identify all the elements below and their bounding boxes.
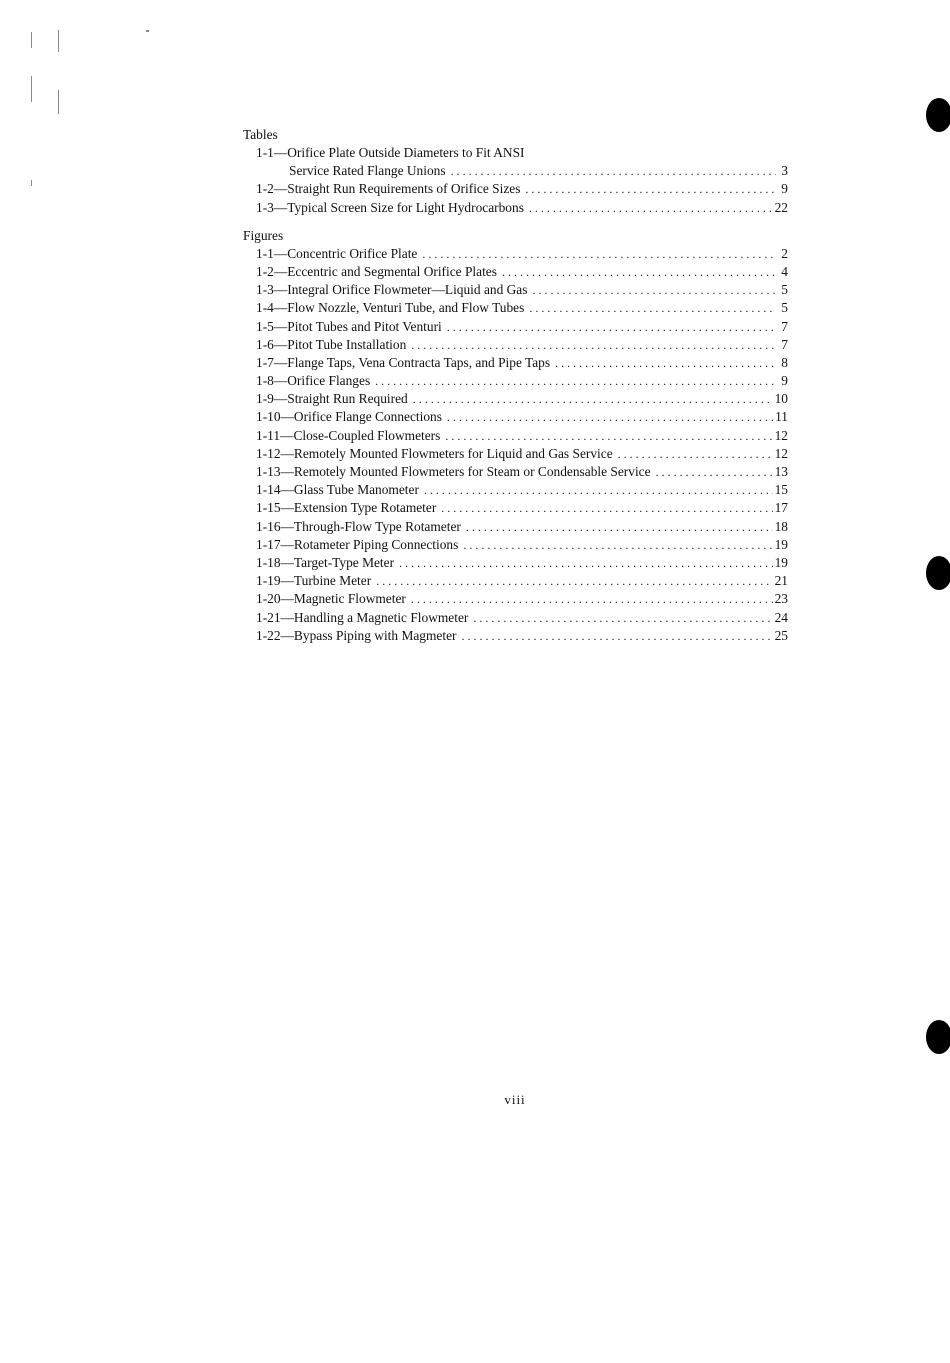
dot-leader xyxy=(441,499,772,517)
toc-entry-table-1-2 xyxy=(256,180,788,198)
toc-entry-figure xyxy=(256,572,788,590)
toc-entry-figure xyxy=(256,354,788,372)
dot-leader xyxy=(529,199,773,217)
toc-page-number: 25 xyxy=(774,627,788,643)
toc-entry-table-1-1 xyxy=(289,162,788,180)
dot-leader xyxy=(532,281,776,299)
dot-leader xyxy=(447,318,776,336)
toc-entry-figure xyxy=(256,263,788,281)
toc-entry-figure xyxy=(256,445,788,463)
toc-page-number: 7 xyxy=(781,336,788,352)
dot-leader xyxy=(413,390,773,408)
toc-entry-figure xyxy=(256,518,788,536)
toc-entry-label: 1-4—Flow Nozzle, Venturi Tube, and Flow Tubes xyxy=(256,300,525,316)
toc-entry-label: 1-18—Target-Type Meter xyxy=(256,554,395,570)
toc-entry-label: 1-3—Integral Orifice Flowmeter—Liquid and Gas xyxy=(256,282,528,298)
toc-entry-figure xyxy=(256,609,788,627)
toc-entry-label: 1-12—Remotely Mounted Flowmeters for Liquid and Gas Service xyxy=(256,445,613,461)
toc-entry-label: 1-21—Handling a Magnetic Flowmeter xyxy=(256,609,469,625)
toc-entry-label: 1-9—Straight Run Required xyxy=(256,391,408,407)
toc-entry-label: 1-15—Extension Type Rotameter xyxy=(256,500,437,516)
toc-entry-label: 1-7—Flange Taps, Vena Contracta Taps, and Pipe Taps xyxy=(256,354,551,370)
figures-list xyxy=(243,245,788,645)
toc-page-number: 9 xyxy=(781,181,788,197)
toc-entry-table-1-3 xyxy=(256,199,788,217)
toc-page-number: 11 xyxy=(775,409,788,425)
toc-entry-table-1-1-line1: 1-1—Orifice Plate Outside Diameters to Fit ANSI xyxy=(256,145,525,160)
toc-entry-label: 1-13—Remotely Mounted Flowmeters for Steam or Condensable Service xyxy=(256,464,651,479)
toc-entry-label: 1-2—Straight Run Requirements of Orifice Sizes xyxy=(256,181,521,197)
dot-leader xyxy=(529,299,776,317)
toc-entry-label: 1-14—Glass Tube Manometer xyxy=(256,482,419,498)
dot-leader xyxy=(422,245,776,263)
toc-entry-figure xyxy=(256,336,788,354)
toc-page-number: 7 xyxy=(781,318,788,334)
toc-entry-label: 1-20—Magnetic Flowmeter xyxy=(256,591,406,607)
dot-leader xyxy=(445,427,772,445)
toc-entry-figure xyxy=(256,390,788,408)
toc-page-number: 10 xyxy=(774,391,788,407)
toc-page-number: 12 xyxy=(774,427,788,443)
toc-entry-label: 1-11—Close-Coupled Flowmeters xyxy=(256,427,441,443)
toc-page-number: 18 xyxy=(774,518,788,534)
scan-mark xyxy=(146,30,149,32)
punch-hole-middle xyxy=(926,556,950,590)
toc-entry-figure xyxy=(256,627,788,645)
dot-leader xyxy=(411,590,773,608)
toc-entry-figure xyxy=(256,299,788,317)
toc-entry-label: 1-6—Pitot Tube Installation xyxy=(256,336,407,352)
toc-page-number: 22 xyxy=(774,199,788,215)
toc-page-number: 15 xyxy=(774,482,788,498)
dot-leader xyxy=(375,372,776,390)
scan-mark xyxy=(31,76,32,102)
toc-page-number: 17 xyxy=(774,500,788,516)
toc-entry-label: Service Rated Flange Unions xyxy=(289,163,446,179)
toc-page-number: 19 xyxy=(774,554,788,570)
toc-entry-figure xyxy=(256,408,788,426)
toc-entry-label: 1-8—Orifice Flanges xyxy=(256,373,371,389)
dot-leader xyxy=(399,554,773,572)
dot-leader xyxy=(376,572,772,590)
dot-leader xyxy=(461,627,772,645)
toc-page-number: 24 xyxy=(774,609,788,625)
toc-entry-figure xyxy=(256,427,788,445)
toc-entry-label: 1-17—Rotameter Piping Connections xyxy=(256,536,459,552)
toc-page-number: 21 xyxy=(774,573,788,589)
tables-heading: Tables xyxy=(243,127,278,142)
dot-leader xyxy=(447,408,773,426)
toc-entry-figure xyxy=(256,463,788,481)
dot-leader xyxy=(525,180,776,198)
toc-entry-figure xyxy=(256,536,788,554)
table-of-contents xyxy=(243,126,788,645)
dot-leader xyxy=(451,162,776,180)
toc-page-number: 5 xyxy=(781,300,788,316)
toc-entry-figure xyxy=(256,372,788,390)
toc-page-number: 4 xyxy=(781,263,788,279)
figures-heading: Figures xyxy=(243,227,284,243)
scan-mark xyxy=(58,90,59,114)
toc-entry-label: 1-22—Bypass Piping with Magmeter xyxy=(256,627,457,643)
toc-entry-figure xyxy=(256,481,788,499)
toc-page-number: 19 xyxy=(774,536,788,552)
toc-entry-label: 1-5—Pitot Tubes and Pitot Venturi xyxy=(256,318,442,334)
page-number-folio: viii xyxy=(504,1092,526,1107)
toc-entry-figure xyxy=(256,318,788,336)
dot-leader xyxy=(473,609,772,627)
toc-entry-label: 1-10—Orifice Flange Connections xyxy=(256,409,442,425)
dot-leader xyxy=(656,463,773,481)
toc-entry-label: 1-3—Typical Screen Size for Light Hydrocarbons xyxy=(256,199,524,215)
toc-entry-label: 1-1—Concentric Orifice Plate xyxy=(256,245,418,261)
toc-page-number: 3 xyxy=(781,163,788,179)
scan-mark xyxy=(31,180,32,186)
dot-leader xyxy=(424,481,773,499)
scan-mark xyxy=(31,32,32,48)
punch-hole-top xyxy=(926,98,950,132)
toc-entry-label: 1-16—Through-Flow Type Rotameter xyxy=(256,518,461,534)
toc-entry-figure xyxy=(256,554,788,572)
scan-mark xyxy=(58,30,59,52)
dot-leader xyxy=(411,336,776,354)
toc-page-number: 5 xyxy=(781,282,788,298)
toc-page-number: 23 xyxy=(774,591,788,607)
dot-leader xyxy=(502,263,776,281)
toc-page-number: 13 xyxy=(774,464,788,479)
dot-leader xyxy=(466,518,773,536)
toc-entry-label: 1-19—Turbine Meter xyxy=(256,573,372,589)
dot-leader xyxy=(463,536,772,554)
toc-entry-figure xyxy=(256,499,788,517)
dot-leader xyxy=(618,445,773,463)
dot-leader xyxy=(555,354,776,372)
toc-entry-figure xyxy=(256,590,788,608)
toc-entry-figure xyxy=(256,245,788,263)
toc-page-number: 8 xyxy=(781,354,788,370)
punch-hole-bottom xyxy=(926,1020,950,1054)
toc-page-number: 12 xyxy=(774,445,788,461)
toc-page-number: 2 xyxy=(781,245,788,261)
toc-page-number: 9 xyxy=(781,373,788,389)
toc-entry-label: 1-2—Eccentric and Segmental Orifice Plates xyxy=(256,263,497,279)
toc-entry-figure xyxy=(256,281,788,299)
